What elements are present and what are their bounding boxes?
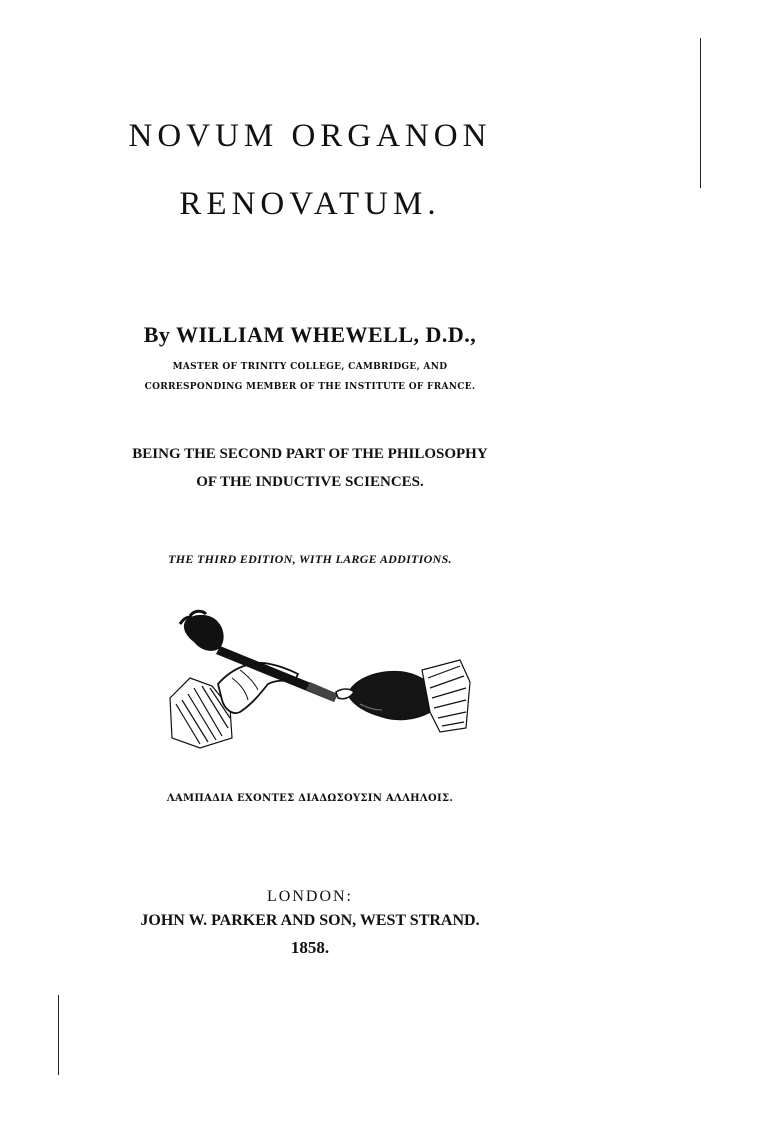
book-title-line-1: NOVUM ORGANON (128, 118, 492, 154)
subtitle-line-2: OF THE INDUCTIVE SCIENCES. (196, 474, 424, 490)
greek-motto: ΛΑΜΠΑΔΙΑ ΕΧΟΝΤΕΣ ΔΙΑΔΩΣΟΥΣΙΝ ΑΛΛΗΛΟΙΣ. (166, 793, 454, 804)
hands-passing-torch-icon (160, 608, 480, 758)
page-edge-right (700, 38, 701, 188)
author-affiliation-line-1: MASTER OF TRINITY COLLEGE, CAMBRIDGE, AND (172, 362, 448, 372)
subtitle-line-1: BEING THE SECOND PART OF THE PHILOSOPHY (132, 446, 488, 462)
imprint-city: LONDON: (267, 888, 353, 905)
imprint-year: 1858. (290, 938, 330, 957)
imprint-publisher: JOHN W. PARKER AND SON, WEST STRAND. (140, 912, 480, 929)
page-edge-left (58, 995, 59, 1075)
author-affiliation-line-2: CORRESPONDING MEMBER OF THE INSTITUTE OF FRANCE. (144, 382, 476, 392)
edition-note: THE THIRD EDITION, WITH LARGE ADDITIONS. (168, 552, 452, 566)
book-title-line-2: RENOVATUM. (179, 186, 441, 222)
author-line: By WILLIAM WHEWELL, D.D., (143, 322, 477, 347)
